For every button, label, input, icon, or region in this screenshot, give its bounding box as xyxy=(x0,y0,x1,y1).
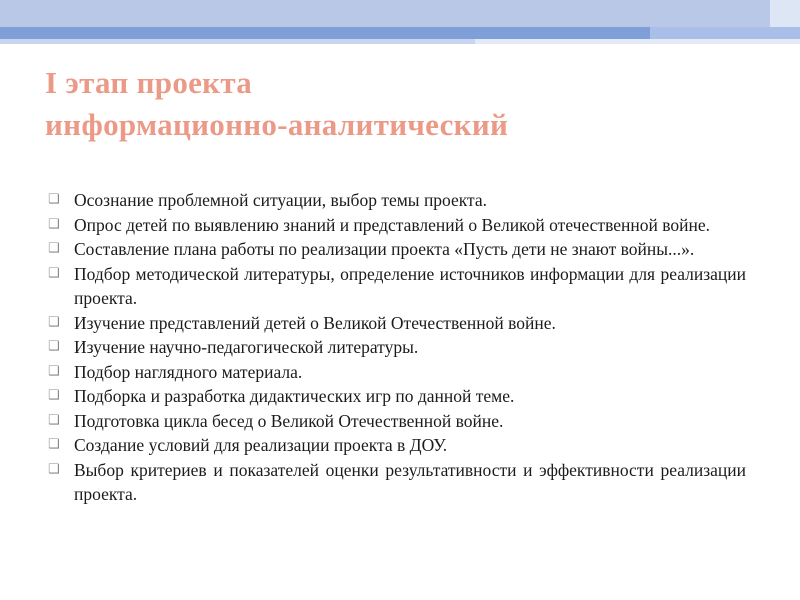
header-band-accent-2 xyxy=(650,27,800,39)
header-band-accent-1 xyxy=(770,0,800,27)
checkbox-outline-icon: ❑ xyxy=(48,265,60,281)
list-item xyxy=(48,188,746,213)
list-item xyxy=(48,360,746,385)
list-item-text: Опрос детей по выявлению знаний и представлений о Великой отечественной войне. xyxy=(74,214,710,235)
list-item-text: Подбор методической литературы, определение источников информации для реализации проекта. xyxy=(74,263,746,308)
checkbox-outline-icon: ❑ xyxy=(48,216,60,232)
slide-title xyxy=(45,62,765,146)
checkbox-outline-icon: ❑ xyxy=(48,363,60,379)
list-item-text: Выбор критериев и показателей оценки результативности и эффективности реализации проекта. xyxy=(74,459,746,504)
list-item xyxy=(48,433,746,458)
bullet-list xyxy=(48,188,746,507)
list-item xyxy=(48,384,746,409)
list-item-text: Подготовка цикла бесед о Великой Отечественной войне. xyxy=(74,410,504,431)
list-item-text: Создание условий для реализации проекта в ДОУ. xyxy=(74,435,448,455)
slide-title-line-1: I этап проекта xyxy=(45,65,253,100)
list-item-text: Подбор наглядного материала. xyxy=(74,361,303,382)
header-band-accent-3 xyxy=(475,39,800,44)
checkbox-outline-icon: ❑ xyxy=(48,339,60,354)
list-item-text: Составление плана работы по реализации проекта «Пусть дети не знают войны...». xyxy=(74,239,695,259)
slide-title-line-2: информационно-аналитический xyxy=(45,107,509,142)
list-item xyxy=(48,409,746,434)
list-item-text: Изучение научно-педагогической литературы. xyxy=(74,337,419,357)
checkbox-outline-icon: ❑ xyxy=(48,192,60,207)
list-item xyxy=(48,311,746,336)
list-item xyxy=(48,458,746,507)
list-item xyxy=(48,237,746,262)
header-band-top xyxy=(0,0,800,27)
list-item xyxy=(48,262,746,311)
list-item xyxy=(48,335,746,360)
checkbox-outline-icon: ❑ xyxy=(48,437,60,452)
checkbox-outline-icon: ❑ xyxy=(48,461,60,477)
list-item-text: Осознание проблемной ситуации, выбор темы проекта. xyxy=(74,190,488,210)
checkbox-outline-icon: ❑ xyxy=(48,412,60,428)
checkbox-outline-icon: ❑ xyxy=(48,314,60,330)
list-item xyxy=(48,213,746,238)
checkbox-outline-icon: ❑ xyxy=(48,241,60,256)
list-item-text: Подборка и разработка дидактических игр по данной теме. xyxy=(74,386,515,406)
list-item-text: Изучение представлений детей о Великой Отечественной войне. xyxy=(74,312,556,333)
checkbox-outline-icon: ❑ xyxy=(48,388,60,403)
